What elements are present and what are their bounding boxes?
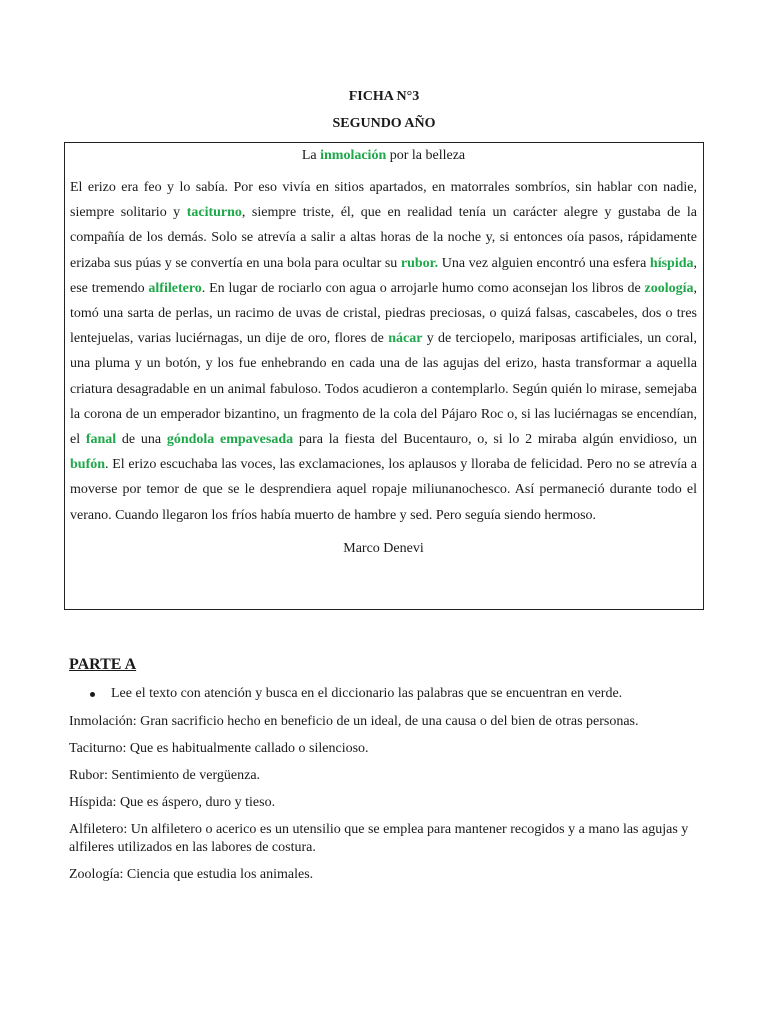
story-text: de una <box>116 432 167 448</box>
highlighted-word: nácar <box>388 331 423 347</box>
story-text: , siempre triste, él, que en realidad tenía un carácter alegre y gustaba de la compañía de los demás. Solo se atrevía a salir a altas horas de la noche y, si entonces oía pasos, rápidamente erizaba sus púas y se convertía en una bola para ocultar su <box>70 205 697 271</box>
story-text: , ese tremendo <box>70 255 697 296</box>
worksheet-title: FICHA N°3 <box>348 89 420 104</box>
section-title-parte-a: PARTE A <box>69 656 137 673</box>
story-text: . El erizo escuchaba las voces, las exclamaciones, los aplausos y lloraba de felicidad. Pero no se atrevía a moverse por temor de que se le desprendiera aquel ropaje miliunanochesco. Así permaneció durante todo el verano. Cuando llegaron los fríos había muerto de hambre y sed. Pero seguía siendo hermoso. <box>70 457 697 523</box>
highlighted-word: taciturno <box>186 205 242 221</box>
story-author: Marco Denevi <box>343 540 424 556</box>
story-text: para la fiesta del Bucentauro, o, si lo 2 miraba algún envidioso, un <box>293 432 697 448</box>
highlighted-word: zoología <box>644 280 694 296</box>
highlighted-word: fanal <box>85 432 117 448</box>
highlighted-word: góndola empavesada <box>166 432 294 448</box>
story-text: Una vez alguien encontró una esfera <box>438 255 650 271</box>
highlighted-word: bufón <box>70 457 106 473</box>
story-body <box>70 175 697 528</box>
definition-item: Híspida: Que es áspero, duro y tieso. <box>69 795 276 810</box>
grade-label: SEGUNDO AÑO <box>332 116 436 131</box>
highlighted-word: rubor. <box>400 255 439 271</box>
definition-item: Inmolación: Gran sacrificio hecho en beneficio de un ideal, de una causa o del bien de otras personas. <box>69 714 639 729</box>
highlighted-word: alfiletero <box>148 280 202 296</box>
story-text: , tomó una sarta de perlas, un racimo de uvas de cristal, piedras preciosas, o quizá falsas, cascabeles, dos o tres lentejuelas, varias luciérnagas, un dije de oro, flores de <box>70 280 697 347</box>
instruction-item <box>90 686 622 702</box>
definition-item: Zoología: Ciencia que estudia los animales. <box>69 866 314 882</box>
story-title-pre: La <box>301 148 321 163</box>
instruction-text: Lee el texto con atención y busca en el diccionario las palabras que se encuentran en verde. <box>111 686 623 701</box>
story-title-post: por la belleza <box>386 148 466 163</box>
story-title-highlight: inmolación <box>320 148 387 163</box>
story-text: El erizo era feo y lo sabía. Por eso vivía en sitios apartados, en matorrales sombríos, sin hablar con nadie, siempre solitario y <box>70 180 697 221</box>
definition-item: Rubor: Sentimiento de vergüenza. <box>69 768 261 783</box>
definitions-list <box>69 713 709 893</box>
bullet-icon <box>90 692 95 697</box>
definition-item: Alfiletero: Un alfiletero o acerico es un utensilio que se emplea para mantener recogidos y a mano las agujas y alfileres utilizados en las labores de costura. <box>69 822 689 855</box>
highlighted-word: híspida <box>649 255 694 271</box>
story-text: . En lugar de rociarlo con agua o arrojarle humo como aconsejan los libros de <box>201 280 645 296</box>
story-title <box>70 147 697 165</box>
story-box <box>64 142 704 610</box>
definition-item: Taciturno: Que es habitualmente callado o silencioso. <box>69 741 369 756</box>
story-text: y de terciopelo, mariposas artificiales, un coral, una pluma y un botón, y los fue enhebrando en cada una de las agujas del erizo, hasta transformar a aquella criatura desagradable en un animal fabuloso. Todos acudieron a contemplarlo. Según quién lo mirase, semejaba la corona de un emperador bizantino, un fragmento de la cola del Pájaro Roc o, si las luciérnagas se encendían, el <box>70 331 697 448</box>
